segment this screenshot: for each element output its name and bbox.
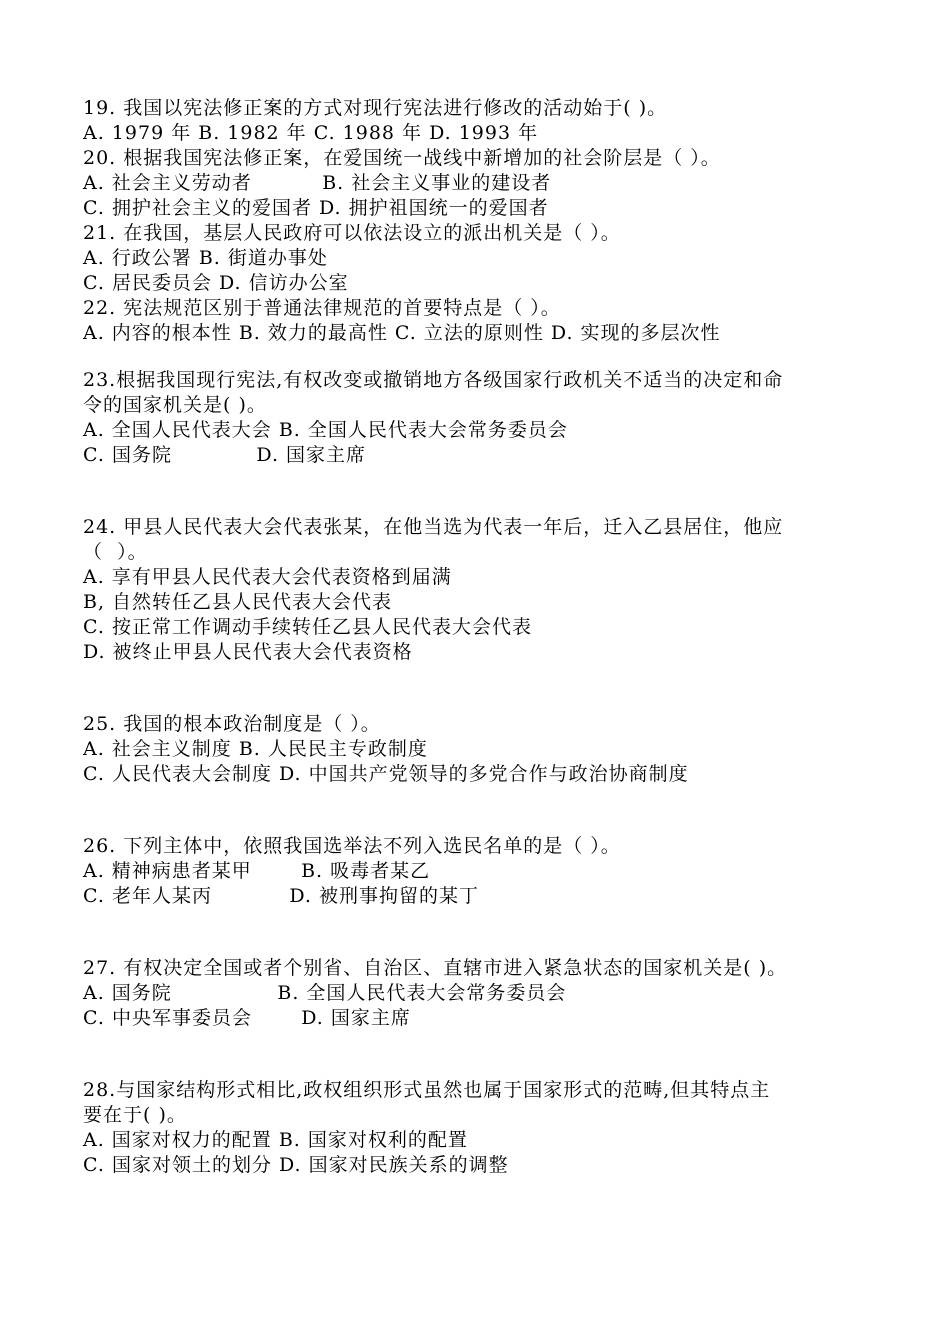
question-stem: 24. 甲县人民代表大会代表张某，在他当选为代表一年后，迁入乙县居住，他应 (83, 516, 784, 538)
question-28 (83, 1078, 883, 1178)
question-27 (83, 956, 883, 1031)
answer-options: A. 内容的根本性 B. 效力的最高性 C. 立法的原则性 D. 实现的多层次性 (83, 322, 721, 344)
question-stem: 22. 宪法规范区别于普通法律规范的首要特点是（ ）。 (83, 297, 561, 319)
answer-option: C. 按正常工作调动手续转任乙县人民代表大会代表 (83, 616, 532, 638)
question-22 (83, 296, 883, 346)
answer-options: C. 拥护社会主义的爱国者 D. 拥护祖国统一的爱国者 (83, 197, 549, 219)
question-stem: 19. 我国以宪法修正案的方式对现行宪法进行修改的活动始于( )。 (83, 97, 668, 119)
answer-options: A. 精神病患者某甲 B. 吸毒者某乙 (83, 860, 431, 882)
question-stem: 27. 有权决定全国或者个别省、自治区、直辖市进入紧急状态的国家机关是( )。 (83, 957, 788, 979)
answer-options: A. 社会主义劳动者 B. 社会主义事业的建设者 (83, 172, 552, 194)
answer-options: A. 全国人民代表大会 B. 全国人民代表大会常务委员会 (83, 419, 568, 441)
question-24 (83, 515, 883, 665)
answer-options: C. 中央军事委员会 D. 国家主席 (83, 1007, 411, 1029)
answer-options: C. 国家对领土的划分 D. 国家对民族关系的调整 (83, 1154, 509, 1176)
answer-options: C. 人民代表大会制度 D. 中国共产党领导的多党合作与政治协商制度 (83, 763, 689, 785)
question-stem: 26. 下列主体中，依照我国选举法不列入选民名单的是（ ）。 (83, 835, 621, 857)
question-stem: 28.与国家结构形式相比,政权组织形式虽然也属于国家形式的范畴,但其特点主 (83, 1079, 771, 1101)
answer-option: A. 享有甲县人民代表大会代表资格到届满 (83, 566, 452, 588)
question-stem: 25. 我国的根本政治制度是（ ）。 (83, 713, 381, 735)
question-19 (83, 96, 883, 146)
answer-options: A. 社会主义制度 B. 人民民主专政制度 (83, 738, 428, 760)
answer-options: C. 老年人某丙 D. 被刑事拘留的某丁 (83, 885, 480, 907)
question-stem: 要在于( )。 (83, 1104, 187, 1126)
question-stem: 令的国家机关是( )。 (83, 394, 267, 416)
question-26 (83, 834, 883, 909)
answer-options: A. 1979 年 B. 1982 年 C. 1988 年 D. 1993 年 (83, 122, 539, 144)
answer-options: C. 居民委员会 D. 信访办公室 (83, 272, 349, 294)
answer-option: D. 被终止甲县人民代表大会代表资格 (83, 641, 413, 663)
answer-option: B, 自然转任乙县人民代表大会代表 (83, 591, 393, 613)
question-stem: 21. 在我国，基层人民政府可以依法设立的派出机关是（ ）。 (83, 222, 621, 244)
answer-options: C. 国务院 D. 国家主席 (83, 444, 367, 466)
question-21 (83, 221, 883, 296)
answer-options: A. 行政公署 B. 街道办事处 (83, 247, 328, 269)
exam-page (83, 96, 883, 1178)
answer-options: A. 国务院 B. 全国人民代表大会常务委员会 (83, 982, 567, 1004)
question-20 (83, 146, 883, 221)
question-25 (83, 712, 883, 787)
question-stem: 23.根据我国现行宪法,有权改变或撤销地方各级国家行政机关不适当的决定和命 (83, 369, 784, 391)
answer-options: A. 国家对权力的配置 B. 国家对权利的配置 (83, 1129, 468, 1151)
question-stem: 20. 根据我国宪法修正案，在爱国统一战线中新增加的社会阶层是（ ）。 (83, 147, 721, 169)
question-23 (83, 368, 883, 468)
question-stem: （ ）。 (83, 541, 148, 563)
